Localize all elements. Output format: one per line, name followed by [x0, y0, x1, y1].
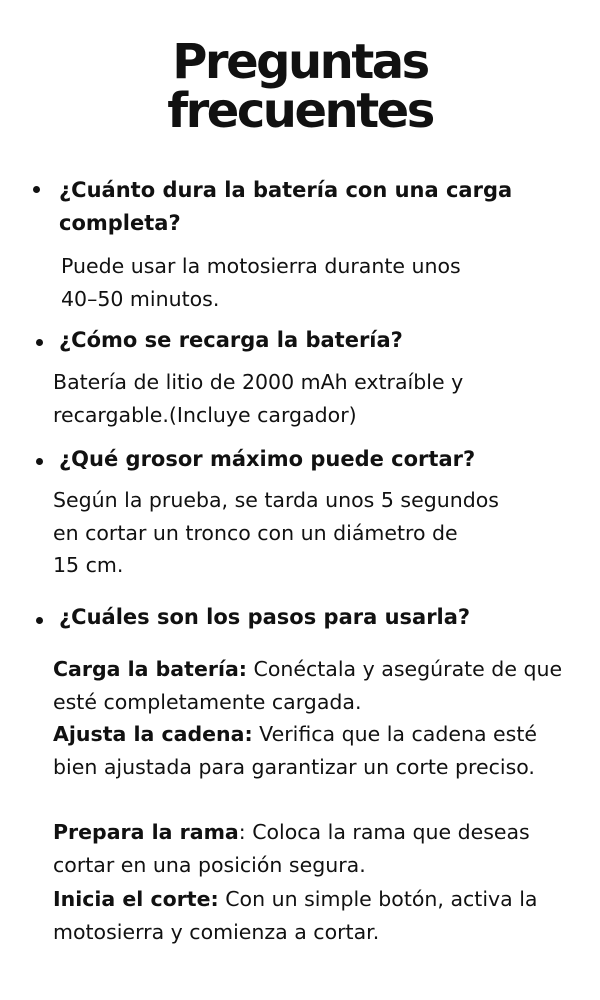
faq-answer-3	[53, 484, 583, 582]
title-line-2: frecuentes	[167, 83, 433, 139]
bullet-dot-icon	[33, 186, 40, 193]
faq-question-4: ¿Cuáles son los pasos para usarla?	[59, 605, 471, 629]
faq-answer-1-line-2: 40–50 minutos.	[61, 286, 220, 311]
faq-answer-3-line-2: en cortar un tronco con un diámetro de	[53, 520, 458, 545]
step-1-label: Carga la batería:	[53, 657, 248, 681]
faq-answer-3-line-1: Según la prueba, se tarda unos 5 segundos	[53, 488, 499, 512]
faq-answer-3-line-3: 15 cm.	[53, 553, 124, 577]
faq-question-1-line-1: ¿Cuánto dura la batería con una carga	[59, 178, 513, 202]
step-2-text: Verifica que la cadena esté bien ajustada para garantizar un corte preciso.	[53, 722, 537, 779]
faq-answer-2	[53, 366, 583, 431]
faq-question-3: ¿Qué grosor máximo puede cortar?	[59, 447, 476, 471]
step-3	[53, 816, 578, 881]
faq-answer-2-line-1: Batería de litio de 2000 mAh extraíble y	[53, 370, 464, 394]
step-4-text: Con un simple botón, activa la motosierra y comienza a cortar.	[53, 887, 538, 944]
step-1-text: Conéctala y asegúrate de que esté completamente cargada.	[53, 657, 563, 714]
step-4-label: Inicia el corte:	[53, 887, 219, 911]
faq-question-2: ¿Cómo se recarga la batería?	[59, 328, 403, 352]
faq-question-1-line-2: completa?	[59, 211, 181, 235]
step-4	[53, 883, 578, 948]
faq-question-1	[59, 174, 579, 240]
step-1	[53, 653, 578, 718]
bullet-dot-icon	[36, 617, 43, 624]
bullet-dot-icon	[36, 458, 43, 465]
step-2-label: Ajusta la cadena:	[53, 722, 253, 746]
title-line-1: Preguntas	[172, 34, 428, 90]
page-title	[0, 34, 600, 139]
step-3-label: Prepara la rama	[53, 820, 239, 844]
faq-answer-1-line-1: Puede usar la motosierra durante unos	[61, 254, 461, 278]
faq-answer-2-line-2: recargable.(Incluye cargador)	[53, 402, 357, 427]
step-3-text: : Coloca la rama que deseas cortar en una posición segura.	[53, 820, 530, 877]
step-2	[53, 718, 578, 783]
bullet-dot-icon	[36, 339, 43, 346]
faq-answer-1	[61, 250, 581, 315]
